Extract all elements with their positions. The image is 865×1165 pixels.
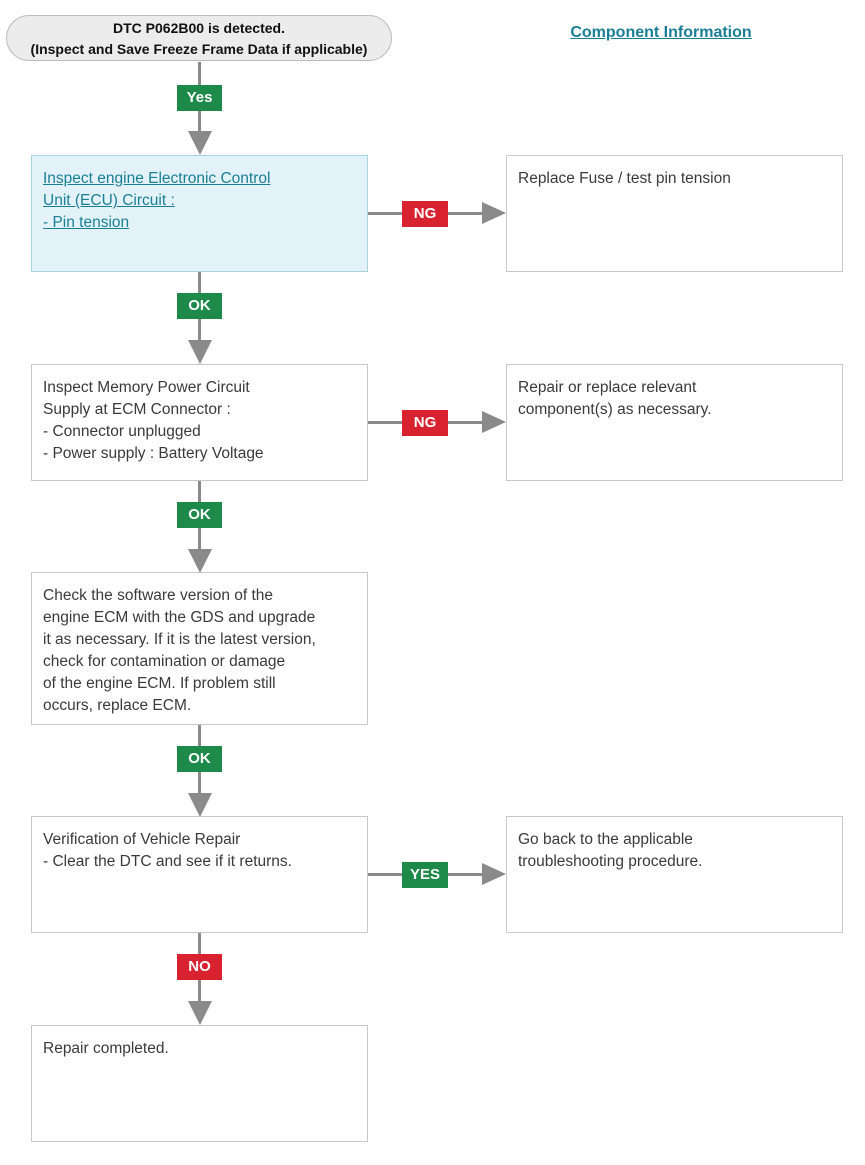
arrow-down-icon [188,1001,212,1025]
start-node [6,15,392,61]
step2-line-1: Inspect Memory Power Circuit [43,379,250,396]
step3-line-4: check for contamination or damage [43,653,286,670]
ng-badge: NG [402,410,448,436]
step5-line-1: Repair completed. [43,1040,169,1057]
step3-line-5: of the engine ECM. If problem still [43,675,276,692]
step-replace-fuse [506,155,843,272]
step4-yes-line-1: Go back to the applicable [518,831,693,848]
ok-badge: OK [177,502,222,528]
arrow-right-icon [482,863,506,885]
yes-badge: Yes [177,85,222,111]
step-inspect-memory-power [31,364,368,481]
step4-line-1: Verification of Vehicle Repair [43,831,241,848]
step3-line-6: occurs, replace ECM. [43,697,192,714]
component-information-link[interactable]: Component Information [570,24,752,41]
arrow-down-icon [188,340,212,364]
arrow-down-icon [188,793,212,817]
step1-ng-line-1: Replace Fuse / test pin tension [518,170,731,187]
arrow-down-icon [188,131,212,155]
arrow-down-icon [188,549,212,573]
step-go-back-troubleshooting [506,816,843,933]
step2-ng-line-2: component(s) as necessary. [518,401,712,418]
step4-yes-line-2: troubleshooting procedure. [518,853,703,870]
step-check-software-version [31,572,368,725]
ok-badge: OK [177,293,222,319]
ng-badge: NG [402,201,448,227]
start-line-1: DTC P062B00 is detected. [113,20,285,36]
arrow-right-icon [482,202,506,224]
step2-line-3: - Connector unplugged [43,423,201,440]
yes-badge: YES [402,862,448,888]
start-line-2: (Inspect and Save Freeze Frame Data if applicable) [30,41,368,57]
step3-line-1: Check the software version of the [43,587,274,604]
step2-ng-line-1: Repair or replace relevant [518,379,697,396]
step3-line-2: engine ECM with the GDS and upgrade [43,609,316,626]
step3-line-3: it as necessary. If it is the latest version, [43,631,316,648]
step1-link-line-3[interactable]: - Pin tension [43,214,130,231]
step2-line-2: Supply at ECM Connector : [43,401,231,418]
step-repair-completed [31,1025,368,1142]
ok-badge: OK [177,746,222,772]
step-inspect-ecu-circuit [31,155,368,272]
step1-link-line-1[interactable]: Inspect engine Electronic Control [43,170,271,187]
step4-line-2: - Clear the DTC and see if it returns. [43,853,292,870]
step-repair-replace-component [506,364,843,481]
step1-link-line-2[interactable]: Unit (ECU) Circuit : [43,192,175,209]
step-verification-vehicle-repair [31,816,368,933]
arrow-right-icon [482,411,506,433]
step2-line-4: - Power supply : Battery Voltage [43,445,264,462]
no-badge: NO [177,954,222,980]
